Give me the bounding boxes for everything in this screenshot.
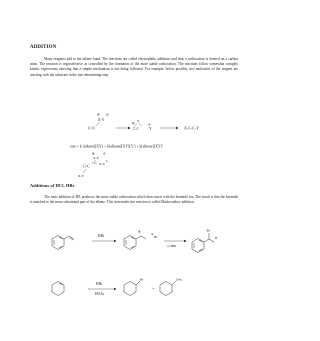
cation-plus-sign: ⊕: [132, 121, 135, 125]
paragraph-addition-text: Many reagents add to the alkene bond. The reactions are called electrophilic additions and thus a carbocation is formed on a carbon atom. The reaction is regioselective as controlled by the formation of the more stable carbocation. The reactions follow somewhat complex kinetic expressions showing that a simple mechanism is not being followed. For example, below possibly two molecules of the reagent are reacting with the substrate in the rate determining step.: [30, 57, 238, 77]
section-heading-hx: Additions of HCl, HBr: [30, 183, 75, 188]
reaction-styrene-hbr: [0, 226, 264, 266]
styrene-molecule: [52, 236, 74, 250]
paragraph-hx: [30, 195, 238, 205]
reagent-plus-sign: ⊕: [97, 112, 100, 117]
reagent-minus-sign: ⊖: [106, 112, 109, 117]
termolecular-complex: [0, 151, 264, 181]
reagent-to-alkene-arrow: [96, 122, 100, 126]
paragraph-addition: [30, 57, 238, 78]
benzylic-cation: [124, 236, 146, 250]
product1-bromine: Br: [140, 277, 144, 282]
reaction2-plus: +: [152, 286, 155, 291]
reaction2-reagent-bottom: HOAc: [95, 292, 105, 296]
intermediate-bromide: Br: [154, 235, 158, 239]
bromo-product: [192, 233, 214, 253]
section-heading-addition: ADDITION: [30, 45, 57, 50]
paragraph-hx-text: The ionic addition of HX produces the more stable carbocation which then reacts with the bromide ion. The result is that the bromide is attached to the more substituted part of the alkene. This stereoselective reaction is called Markovnikov addition.: [30, 195, 238, 205]
reaction1-arrow-head: [114, 240, 117, 242]
rate-lhs: rate: [70, 144, 76, 149]
complex-top-reagent: X-Y: [93, 156, 100, 160]
reaction2-reagent-top: HBr: [96, 282, 103, 286]
cation-bridge-2: [139, 123, 142, 127]
complex-plus-sign: ⊕: [92, 151, 95, 156]
product-bromine: Br: [206, 228, 210, 233]
reaction-arrow-1-head: [128, 127, 131, 129]
bromocyclohexane: [124, 281, 140, 296]
rate-term-1-sup: -: [133, 144, 135, 147]
intermediate-bromide-sign: ⊖: [151, 232, 154, 236]
alkene-formula: C=C: [88, 125, 96, 131]
rate-term-2: ] + k[alkene][XY]: [134, 144, 162, 149]
reaction-cyclohexene-hbr: [0, 271, 264, 316]
cation-fragment: C-C: [133, 127, 139, 131]
complex-delta-plus: δ+: [94, 162, 97, 165]
anion-minus-sign: ⊖: [148, 122, 151, 127]
reaction1-reagent: HBr: [98, 234, 105, 238]
cyclohexyl-acetate: [160, 281, 176, 296]
complex-alkene: C=C: [83, 164, 90, 169]
complex-bottom-bond: [83, 169, 86, 173]
product2-acetate: OAc: [176, 277, 183, 282]
cyclohexene-molecule: [52, 282, 64, 296]
anion-y: Y: [149, 127, 152, 131]
product-formula: X-C-C-Y: [184, 125, 200, 131]
complex-bottom-reagent: X-Y: [78, 174, 85, 178]
rate-term-2-sup: 2: [161, 144, 164, 147]
reaction-arrow-2-head: [176, 127, 179, 129]
reaction2-arrow-head: [114, 288, 117, 290]
complex-minus-sign: ⊖: [103, 151, 106, 156]
product-hydrogen: H: [215, 236, 218, 240]
rate-term-1: = k [alkene][XY] + k[alkene][XY][Y: [76, 144, 134, 149]
reaction1-alt-reagent: or HBr: [167, 244, 177, 248]
reagent-xy: X-Y: [98, 118, 105, 122]
addition-scheme: [0, 112, 264, 142]
reaction1-arrow-2-head: [184, 240, 187, 242]
cation-x-label: X: [137, 119, 140, 123]
complex-right-reagent: X-Y: [99, 162, 106, 166]
cation-charge: ⊕: [138, 229, 141, 234]
rate-law: [70, 144, 163, 149]
complex-delta-minus: δ-: [106, 160, 109, 163]
